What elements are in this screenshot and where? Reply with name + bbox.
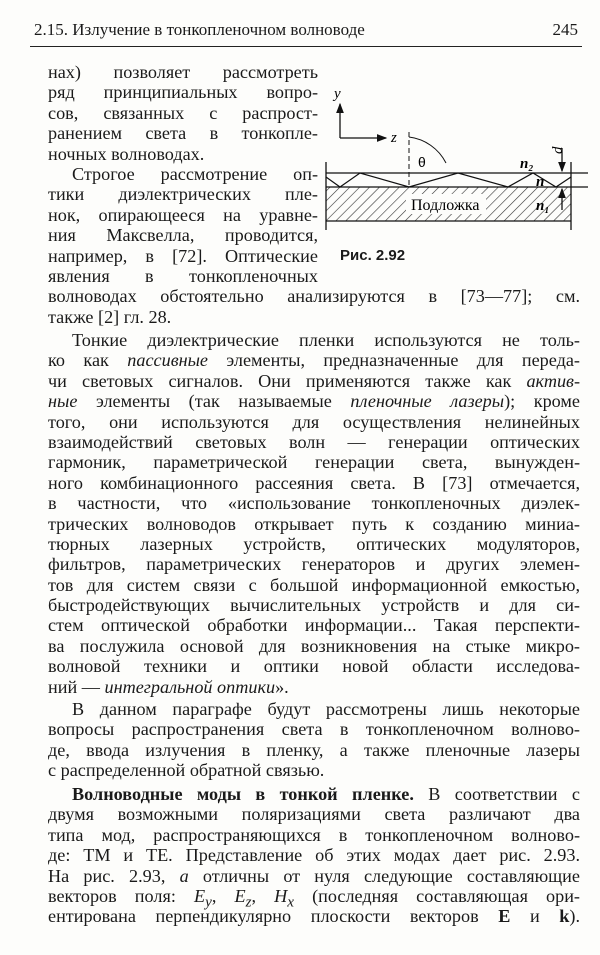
italic-text: актив- [526,370,580,391]
text-segment: ); кроме [504,391,580,412]
text-line [48,62,318,82]
text-line [48,554,580,574]
text-line [48,534,580,554]
text-segment: Тонкие диэлектрические пленки используются не толь- [72,330,580,350]
text-line [48,82,318,102]
index-label-n1: n₁ [536,198,550,214]
figure-caption: Рис. 2.92 [340,247,406,264]
text-segment: ). [569,906,580,927]
text-segment: с распределенной обратной связью. [48,760,325,781]
text-segment: векторов поля: [48,885,194,906]
text-segment: ». [275,676,289,697]
text-line [48,123,318,143]
text-line [48,804,580,824]
italic-text: пленочные лазеры [350,391,505,412]
axis-label-y: y [334,86,341,102]
text-segment: ентирована перпендикулярно плоскости векторов [48,906,499,927]
text-segment: также [2] гл. 28. [48,306,172,327]
text-line [48,760,580,780]
text-line [48,286,580,306]
text-segment: нах) позволяет рассмотреть [48,62,318,82]
text-segment: чи световых сигналов. Они применяются также как [48,370,527,391]
paragraph [48,784,580,927]
italic-text: пассивные [127,350,208,371]
text-line [48,656,580,676]
text-segment: того, они используются для осуществления нелинейных [48,411,580,432]
angle-label-theta: θ [418,154,426,170]
text-segment: тики диэлектрических пле- [48,184,318,205]
text-segment: взаимодействий световых волн — генерации оптических [48,431,580,452]
text-line [48,184,318,204]
text-segment: двумя возможными поляризациями света различают два [48,804,580,825]
text-segment: де, ввода излучения в пленку, а также пленочные лазеры [48,739,580,760]
text-segment: Строгое рассмотрение оп- [72,163,318,184]
subscript: y [205,893,212,911]
text-segment: вопросы распространения света в тонкопленочном волново- [48,719,580,740]
text-line [48,205,318,225]
text-segment: ва послужила основой для возникновения на стыке микро- [48,635,580,656]
text-line [48,452,580,472]
text-line [48,699,580,719]
paragraph [48,699,580,781]
italic-text: интегральной оптики [104,676,276,697]
text-segment: гармоник, параметрической генерации света, вынужден- [48,452,580,473]
text-segment: и [510,906,560,927]
text-line [48,636,580,656]
text-line [48,266,318,286]
text-segment: типа мод, распространяющихся в тонкопленочном волново- [48,824,580,845]
text-line [48,784,580,804]
text-segment: ночных волноводах. [48,143,205,164]
text-segment: ко как [48,350,128,371]
text-segment: сов, связанных с распрост- [48,102,318,123]
text-segment: (последняя составляющая ори- [293,885,580,906]
text-line [48,493,580,513]
text-line [48,350,580,370]
text-line [48,906,580,926]
text-line [48,307,318,327]
text-line [48,845,580,865]
text-line [48,719,580,739]
text-line [48,595,580,615]
text-segment: нок, опирающееся на уравне- [48,204,318,225]
text-line [48,412,580,432]
text-line [48,825,580,845]
thickness-label-d: d [550,146,566,154]
text-line [48,225,318,245]
index-label-n: n [536,174,545,190]
italic-text: H [274,885,288,906]
page-number: 245 [552,20,578,39]
text-segment: элементы (так называемые [77,391,351,412]
text-line [48,144,318,164]
angle-arc [409,137,446,163]
text-segment: тюрных лазерных устройств, оптических модуляторов, [48,533,580,554]
subscript: x [287,893,294,911]
text-line [48,330,580,350]
text-segment: , [251,885,275,906]
paragraph [48,330,580,697]
text-segment: В данном параграфе будут рассмотрены лишь некоторые [72,699,580,719]
text-segment: ного комбинационного рассеяния света. В [73] отмечается, [48,472,580,493]
text-line [48,740,580,760]
text-line [48,575,580,595]
axis-label-z: z [391,130,397,146]
header-rule [30,46,582,47]
text-segment: фильтров, параметрических генераторов и других элемен- [48,554,580,575]
text-line [48,246,318,266]
text-segment: элементы, предназначенные для переда- [208,350,580,371]
italic-text: а [179,865,189,886]
text-line [48,615,580,635]
text-segment: , [211,885,235,906]
text-segment: В соответствии с [413,784,580,804]
bold-text: Волноводные моды в тонкой пленке. [72,784,414,804]
text-segment: ния Максвелла, проводится, [48,225,318,246]
text-segment: отличны от нуля следующие составляющие [188,865,580,886]
index-label-n2: n₂ [520,156,534,172]
text-segment: ранением света в тонкопле- [48,123,318,144]
text-segment: явления в тонкопленочных [48,265,318,286]
text-segment: На рис. 2.93, [48,865,180,886]
text-line [48,866,580,886]
text-segment: быстродействующих вычислительных устройств и для си- [48,595,580,616]
italic-text: ные [48,391,78,412]
text-line [48,432,580,452]
bold-text: E [498,906,511,927]
text-segment: например, в [72]. Оптические [48,245,318,266]
text-segment: ряд принципиальных вопро- [48,82,318,103]
text-line [48,164,318,184]
italic-text: E [193,885,206,906]
text-line [48,473,580,493]
zigzag-ray [326,173,571,187]
substrate-label: Подложка [411,197,480,214]
italic-text: E [234,885,246,906]
text-line [48,103,318,123]
text-segment: стем оптической обработки информации... Такая перспекти- [48,615,580,636]
bold-text: k [559,906,570,927]
subscript: z [245,893,252,911]
running-header-title: 2.15. Излучение в тонкопленочном волноводе [34,20,365,39]
axes [340,104,386,138]
text-line [48,371,580,391]
text-segment: ний — [48,676,105,697]
text-segment: трических волноводов открывает путь к созданию миниа- [48,513,580,534]
text-segment: де: TM и TE. Представление об этих модах дает рис. 2.93. [48,845,580,866]
text-segment: волновой техники и оптики новой области исследова- [48,656,580,677]
text-line [48,885,580,911]
figure-waveguide-diagram [318,70,588,245]
text-line [48,391,580,411]
text-segment: в частности, что «использование тонкопленочных диэлек- [48,493,580,514]
text-line [48,677,580,697]
text-line [48,514,580,534]
text-segment: волноводах обстоятельно анализируются в [73—77]; см. [48,286,580,307]
text-segment: тов для систем связи с большой информационной емкостью, [48,574,580,595]
